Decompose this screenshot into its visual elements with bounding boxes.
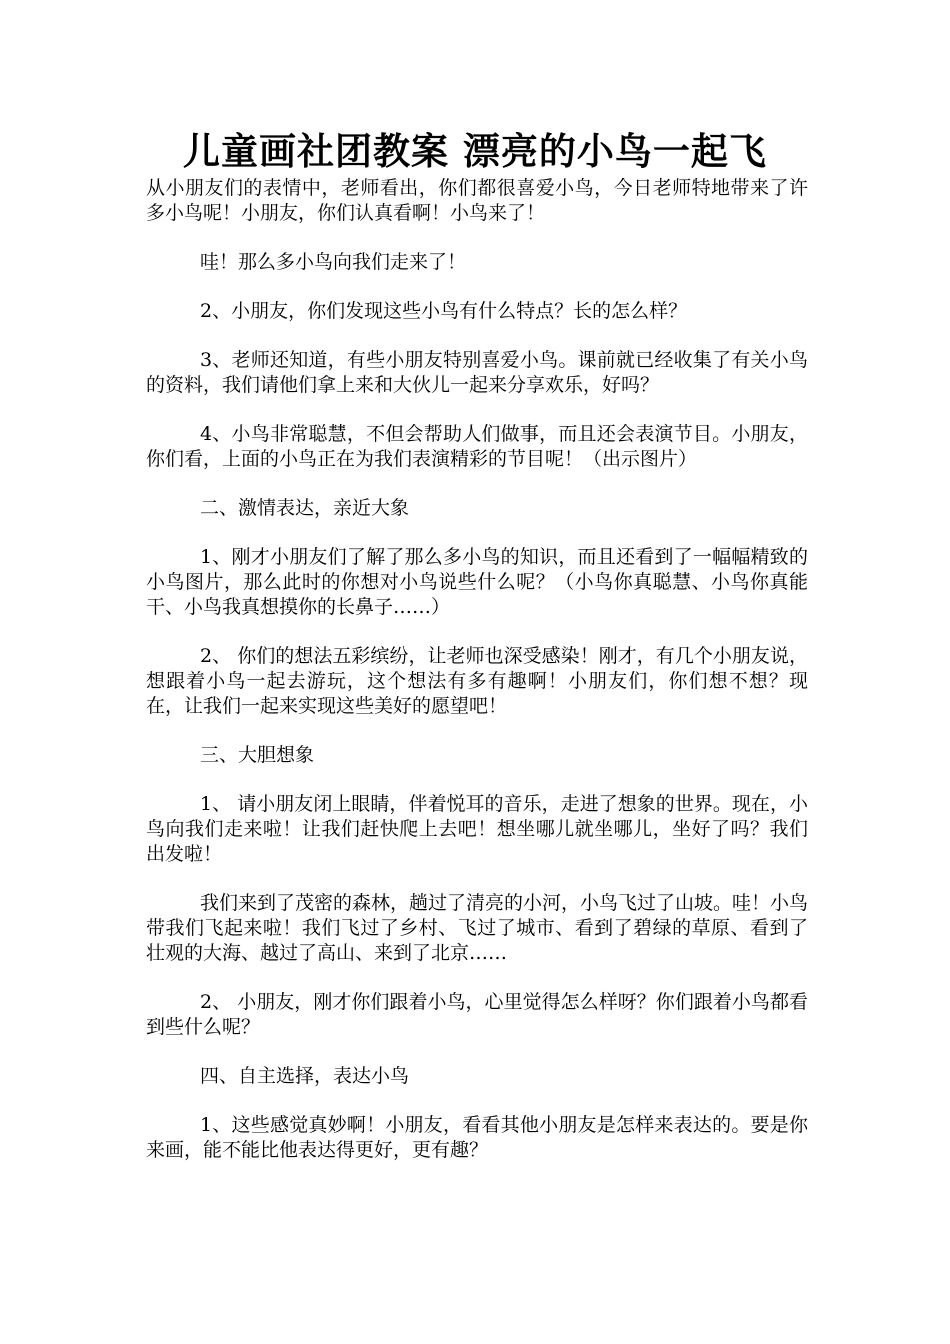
paragraph-intro: 从小朋友们的表情中，老师看出，你们都很喜爱小鸟，今日老师特地带来了许多小鸟呢！小朋友，你们认真看啊！小鸟来了！ xyxy=(146,177,808,224)
paragraph: 2、 小朋友，刚才你们跟着小鸟，心里觉得怎么样呀？你们跟着小鸟都看到些什么呢？ xyxy=(146,991,808,1038)
paragraph: 3、老师还知道，有些小朋友特别喜爱小鸟。课前就已经收集了有关小鸟的资料，我们请他们拿上来和大伙儿一起来分享欢乐，好吗？ xyxy=(146,349,808,396)
paragraph: 哇！那么多小鸟向我们走来了！ xyxy=(200,251,467,273)
paragraph: 4、小鸟非常聪慧，不但会帮助人们做事，而且还会表演节目。小朋友，你们看，上面的小鸟正在为我们表演精彩的节目呢！（出示图片） xyxy=(146,423,808,470)
paragraph: 1、这些感觉真妙啊！小朋友，看看其他小朋友是怎样来表达的。要是你来画，能不能比他表达得更好，更有趣？ xyxy=(146,1114,808,1161)
paragraph: 2、小朋友，你们发现这些小鸟有什么特点？长的怎么样？ xyxy=(200,300,688,322)
document-body xyxy=(146,176,808,1187)
section-heading: 四、自主选择，表达小鸟 xyxy=(200,1065,410,1087)
paragraph: 2、 你们的想法五彩缤纷，让老师也深受感染！刚才，有几个小朋友说，想跟着小鸟一起去游玩，这个想法有多有趣啊！小朋友们，你们想不想？现在，让我们一起来实现这些美好的愿望吧！ xyxy=(146,645,808,717)
paragraph: 1、 请小朋友闭上眼睛，伴着悦耳的音乐，走进了想象的世界。现在，小鸟向我们走来啦！让我们赶快爬上去吧！想坐哪儿就坐哪儿，坐好了吗？我们出发啦！ xyxy=(146,793,808,865)
document-title: 儿童画社团教案 漂亮的小鸟一起飞 xyxy=(183,129,767,173)
section-heading: 三、大胆想象 xyxy=(200,744,315,766)
paragraph: 1、刚才小朋友们了解了那么多小鸟的知识，而且还看到了一幅幅精致的小鸟图片，那么此时的你想对小鸟说些什么呢？（小鸟你真聪慧、小鸟你真能干、小鸟我真想摸你的长鼻子……） xyxy=(146,546,808,618)
section-heading: 二、激情表达，亲近大象 xyxy=(200,497,410,519)
paragraph: 我们来到了茂密的森林，趟过了清亮的小河，小鸟飞过了山坡。哇！小鸟带我们飞起来啦！我们飞过了乡村、飞过了城市、看到了碧绿的草原、看到了壮观的大海、越过了高山、来到了北京…… xyxy=(146,892,809,964)
